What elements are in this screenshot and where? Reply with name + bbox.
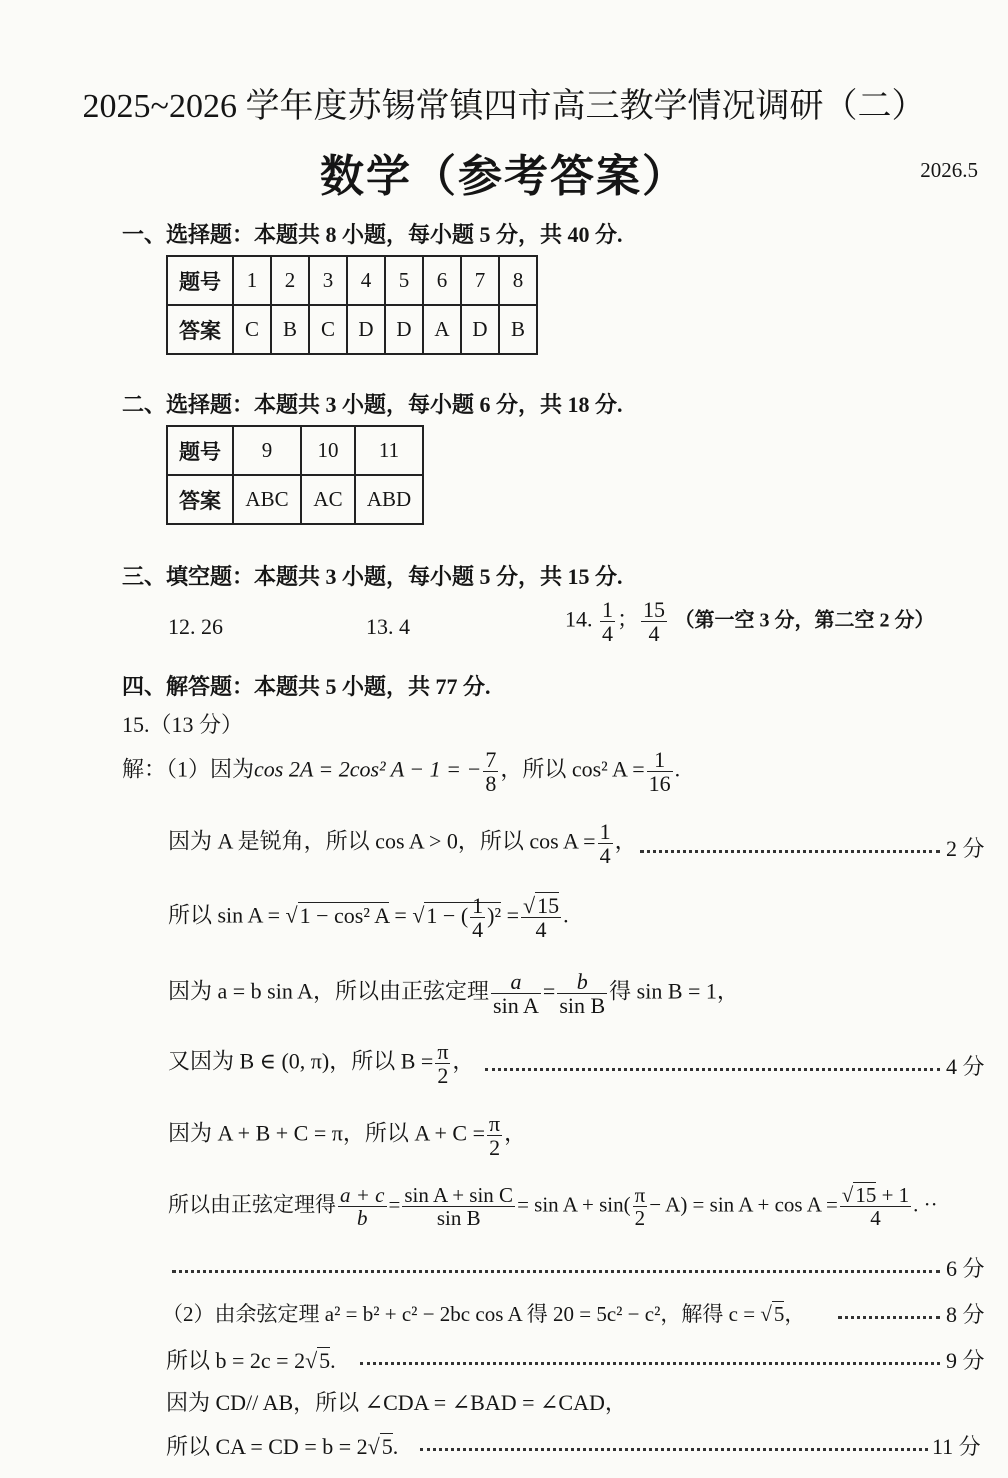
solution-line-10: 所以 b = 2c = 2√5. [166, 1348, 336, 1373]
section2-heading: 二、选择题：本题共 3 小题，每小题 6 分，共 18 分. [122, 392, 623, 417]
q14-label: 14. [565, 606, 593, 632]
dotted-leader [640, 850, 940, 853]
fraction: $\frac{15}{4}$ [643, 597, 666, 647]
solution-line-5: 又因为 B ∈ (0, π)，所以 B = $\frac{\pi}{2}$ ， [168, 1039, 475, 1089]
answer-cell: D [385, 305, 423, 354]
score-mark: 9 分 [946, 1348, 985, 1373]
answer-cell: A [423, 305, 461, 354]
document-subtitle: 数学（参考答案） [320, 152, 688, 201]
question-number: 7 [461, 256, 499, 305]
table-row [167, 305, 537, 354]
solution-line-1: 解：（1）因为cos 2A = 2cos² A − 1 = − $\frac{7}{8}$ ，所以 cos² A = $\frac{1}{16}$ . [122, 747, 681, 797]
question-number: 2 [271, 256, 309, 305]
table-row [167, 256, 537, 305]
answer-q12: 12. 26 [168, 614, 223, 639]
answer-cell: D [347, 305, 385, 354]
answer-cell: C [309, 305, 347, 354]
question-number: 6 [423, 256, 461, 305]
answer-cell: ABD [355, 475, 423, 524]
section3-heading: 三、填空题：本题共 3 小题，每小题 5 分，共 15 分. [122, 564, 623, 589]
answer-cell: ABC [233, 475, 301, 524]
answer-cell: B [271, 305, 309, 354]
question-number: 10 [301, 426, 355, 475]
solution-line-7: 所以由正弦定理得 $\frac{a + c}{b}$ = $\frac{\text{sin A + sin C}}{\text{sin B}}$ = sin A + sin( $\frac{\pi}{2}$ − A) = sin A + cos A = $\frac{√15 + 1}{4}$ . ·· [168, 1183, 938, 1231]
solution-line-2: 因为 A 是锐角，所以 cos A > 0，所以 cos A = $\frac{1}{4}$ ， [168, 819, 637, 869]
dotted-leader [360, 1362, 940, 1365]
dotted-leader [172, 1270, 940, 1273]
question-number: 5 [385, 256, 423, 305]
table-header-cell: 题号 [167, 256, 233, 305]
answer-cell: C [233, 305, 271, 354]
question-number: 11 [355, 426, 423, 475]
solution-line-3: 所以 sin A = √1 − cos² A = √1 − ( $\frac{1}{4}$ )² = $\frac{√15}{4}$ . [168, 893, 569, 943]
question-15-label: 15.（13 分） [122, 712, 244, 737]
question-number: 4 [347, 256, 385, 305]
q14-note: （第一空 3 分，第二空 2 分） [674, 609, 935, 632]
score-mark: 4 分 [946, 1054, 985, 1079]
table-header-cell: 答案 [167, 305, 233, 354]
score-mark: 8 分 [946, 1302, 985, 1327]
fraction: $\frac{1}{4}$ [602, 597, 613, 647]
answer-cell: D [461, 305, 499, 354]
document-date: 2026.5 [920, 158, 978, 182]
section2-answer-table [166, 425, 424, 525]
table-row [167, 475, 423, 524]
score-mark: 2 分 [946, 836, 985, 861]
answer-cell: AC [301, 475, 355, 524]
table-header-cell: 题号 [167, 426, 233, 475]
dotted-leader [838, 1316, 940, 1319]
question-number: 3 [309, 256, 347, 305]
table-header-cell: 答案 [167, 475, 233, 524]
question-number: 1 [233, 256, 271, 305]
document-title: 2025~2026 学年度苏锡常镇四市高三教学情况调研（二） [82, 88, 926, 125]
dotted-leader [420, 1448, 928, 1451]
table-row [167, 426, 423, 475]
section4-heading: 四、解答题：本题共 5 小题，共 77 分. [122, 674, 491, 699]
solution-line-11: 因为 CD// AB，所以 ∠CDA = ∠BAD = ∠CAD， [166, 1390, 627, 1415]
score-mark: 11 分 [932, 1434, 981, 1459]
answer-cell: B [499, 305, 537, 354]
section1-answer-table [166, 255, 538, 355]
solution-line-6: 因为 A + B + C = π，所以 A + C = $\frac{\pi}{2}$ ， [168, 1111, 527, 1161]
answer-q14: 14. $\frac{1}{4}$ ； $\frac{15}{4}$ （第一空 3 分，第二空 2 分） [565, 597, 935, 647]
question-number: 8 [499, 256, 537, 305]
solution-line-4: 因为 a = b sin A，所以由正弦定理 $\frac{a}{\text{sin A}}$ = $\frac{b}{\text{sin B}}$ 得 sin B = 1， [168, 969, 739, 1019]
solution-line-12: 所以 CA = CD = b = 2√5. [166, 1434, 399, 1459]
score-mark: 6 分 [946, 1256, 985, 1281]
answer-q13: 13. 4 [366, 614, 410, 639]
dotted-leader [485, 1068, 940, 1071]
question-number: 9 [233, 426, 301, 475]
section1-heading: 一、选择题：本题共 8 小题，每小题 5 分，共 40 分. [122, 222, 623, 247]
solution-line-9: （2）由余弦定理 a² = b² + c² − 2bc cos A 得 20 = 5c² − c²，解得 c = √5， [162, 1302, 806, 1326]
